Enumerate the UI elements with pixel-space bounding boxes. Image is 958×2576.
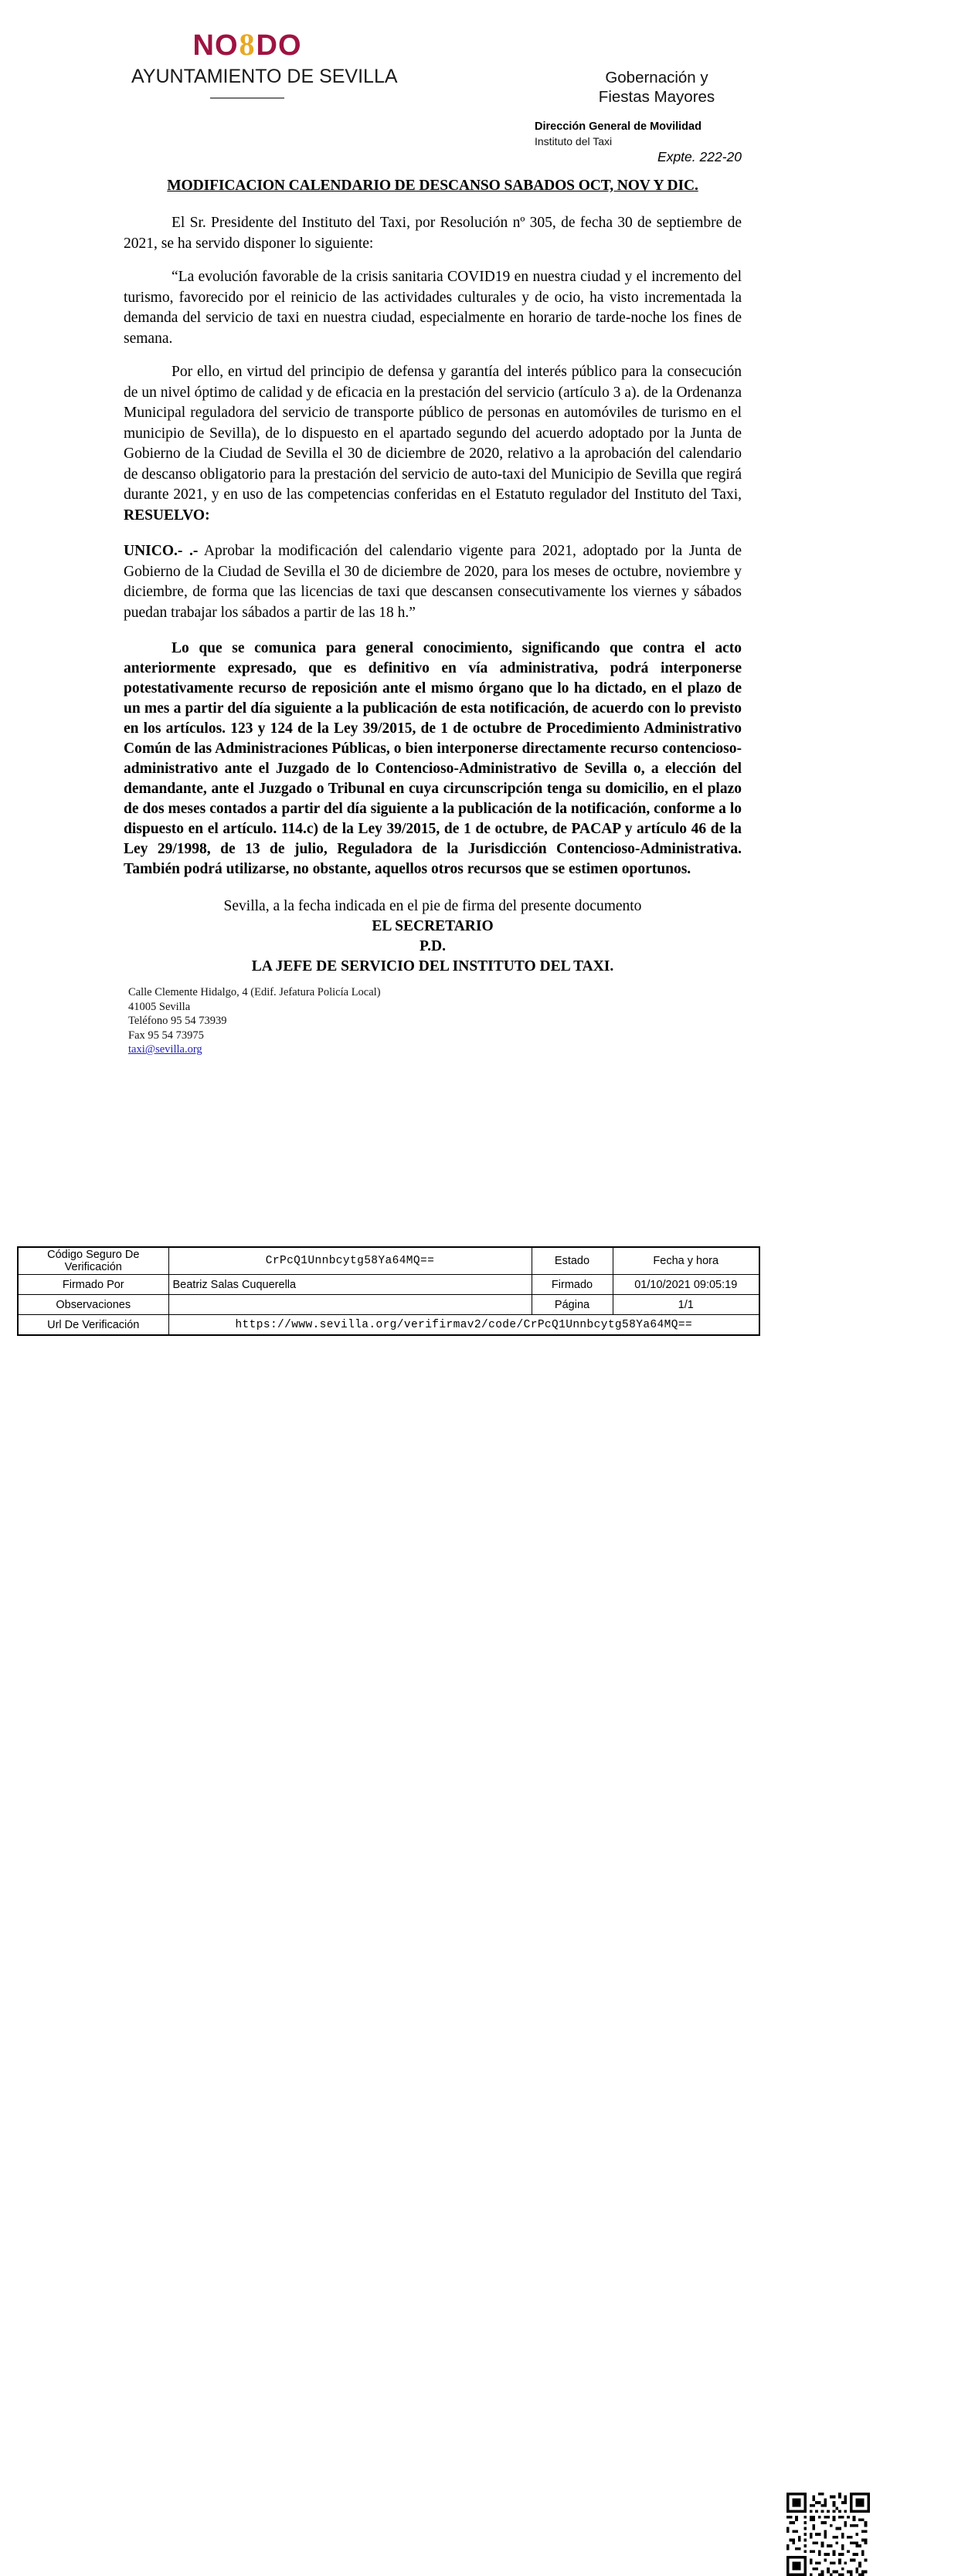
signature-pd: P.D.	[420, 938, 446, 954]
paragraph-motivation	[124, 362, 742, 526]
unico-label: UNICO.- .-	[124, 543, 199, 559]
signature-place-date: Sevilla, a la fecha indicada en el pie de firma del presente documento	[223, 898, 642, 914]
csv-value: CrPcQ1Unnbcytg58Ya64MQ==	[168, 1247, 532, 1275]
table-row	[18, 1295, 759, 1315]
directorate-block	[464, 120, 819, 149]
address-street: Calle Clemente Hidalgo, 4 (Edif. Jefatura Policía Local)	[128, 986, 381, 998]
firmado-por-value: Beatriz Salas Cuquerella	[168, 1275, 532, 1295]
resuelvo-keyword: RESUELVO:	[124, 507, 210, 524]
paragraph-covid: “La evolución favorable de la crisis sanitaria COVID19 en nuestra ciudad y el incremento del turismo, favorecido por el reinicio de las actividades culturales y de ocio, ha visto incrementada la demanda del servicio de taxi en nuestra ciudad, especialmente en horario de tarde-noche los fines de semana.	[124, 269, 742, 347]
signature-block	[124, 897, 742, 977]
csv-label: Código Seguro De Verificación	[18, 1247, 168, 1275]
url-verificacion-value[interactable]: https://www.sevilla.org/verifirmav2/code/CrPcQ1Unnbcytg58Ya64MQ==	[168, 1315, 759, 1336]
observaciones-value	[168, 1295, 532, 1315]
address-city: 41005 Sevilla	[128, 1000, 191, 1013]
signature-role: EL SECRETARIO	[372, 918, 494, 934]
verification-table	[17, 1246, 760, 1336]
address-phone: Teléfono 95 54 73939	[128, 1015, 227, 1027]
department-block	[494, 68, 819, 107]
directorate-name: Dirección General de Movilidad	[535, 120, 702, 133]
estado-label: Estado	[532, 1247, 613, 1275]
firmado-por-label: Firmado Por	[18, 1275, 168, 1295]
table-row	[18, 1247, 759, 1275]
nosdo-wordmark	[131, 29, 363, 60]
unico-text: Aprobar la modificación del calendario vigente para 2021, adoptado por la Junta de Gobierno de la Ciudad de Sevilla el 30 de diciembre de 2020, para los meses de octubre, noviembre y diciembre, de forma que las licencias de taxi que descansen consecutivamente los viernes y sábados puedan trabajar los sábados a partir de las 18 h.”	[124, 543, 742, 621]
email-link[interactable]: taxi@sevilla.org	[128, 1043, 202, 1056]
observaciones-label: Observaciones	[18, 1295, 168, 1315]
address-fax: Fax 95 54 73975	[128, 1029, 204, 1042]
fecha-label: Fecha y hora	[613, 1247, 759, 1275]
qr-code-icon	[786, 2493, 870, 2576]
fecha-value: 01/10/2021 09:05:19	[613, 1275, 759, 1295]
contact-address	[128, 985, 381, 1057]
paragraph-unico	[124, 541, 742, 623]
table-row	[18, 1275, 759, 1295]
table-row	[18, 1315, 759, 1336]
ayuntamiento-logo	[131, 27, 398, 99]
url-verificacion-label: Url De Verificación	[18, 1315, 168, 1336]
document-header	[0, 0, 958, 178]
document-body	[124, 213, 742, 977]
page-title: MODIFICACION CALENDARIO DE DESCANSO SABADOS OCT, NOV Y DIC.	[167, 178, 698, 194]
logo-institution-name: AYUNTAMIENTO DE SEVILLA	[131, 66, 398, 87]
department-line-2: Fiestas Mayores	[598, 88, 715, 106]
department-line-1: Gobernación y	[605, 69, 708, 86]
nosdo-pre: NO	[192, 29, 239, 62]
pagina-label: Página	[532, 1295, 613, 1315]
pagina-value: 1/1	[613, 1295, 759, 1315]
nosdo-post: DO	[256, 29, 302, 62]
verification-footer	[17, 1246, 941, 1339]
estado-value: Firmado	[532, 1275, 613, 1295]
expediente-number: Expte. 222-20	[657, 149, 742, 164]
paragraph-recursos: Lo que se comunica para general conocimiento, significando que contra el acto anteriormente expresado, que es definitivo en vía administrativa, podrá interponerse potestativamente recurso de reposición ante el mismo órgano que lo ha dictado, en el plazo de un mes a partir del día siguiente a la publicación de esta notificación, de acuerdo con lo previsto en los artículos. 123 y 124 de la Ley 39/2015, de 1 de octubre de Procedimiento Administrativo Común de las Administraciones Públicas, o bien interponerse directamente recurso contencioso-administrativo ante el Juzgado de lo Contencioso-Administrativo de Sevilla o, a elección del demandante, ante el Juzgado o Tribunal en cuya circunscripción tenga su domicilio, en el plazo de dos meses contados a partir del día siguiente a la publicación de la notificación, conforme a lo dispuesto en el artículo. 114.c) de la Ley 39/2015, de 1 de octubre, de PACAP y artículo 46 de la Ley 29/1998, de 13 de julio, Reguladora de la Jurisdicción Contencioso-Administrativa. También podrá utilizarse, no obstante, aquellos otros recursos que se estimen oportunos.	[124, 640, 742, 877]
paragraph-motivation-text: Por ello, en virtud del principio de defensa y garantía del interés público para la consecución de un nivel óptimo de calidad y de eficacia en la prestación del servicio (artículo 3 a). de la Ordenanza Municipal reguladora del servicio de transporte público de personas en automóviles de turismo en el municipio de Sevilla), de lo dispuesto en el apartado segundo del acuerdo adoptado por la Junta de Gobierno de la Ciudad de Sevilla el 30 de diciembre de 2020, relativo a la aprobación del calendario de descanso obligatorio para la prestación del servicio de auto-taxi del Municipio de Sevilla que regirá durante 2021, y en uso de las competencias conferidas en el Estatuto regulador del Instituto del Taxi,	[124, 364, 742, 503]
logo-divider	[210, 97, 284, 99]
madeja-icon: 8	[239, 27, 256, 62]
paragraph-intro: El Sr. Presidente del Instituto del Taxi, por Resolución nº 305, de fecha 30 de septiembre de 2021, se ha servido disponer lo siguiente:	[124, 215, 742, 252]
unit-name: Instituto del Taxi	[535, 135, 613, 147]
signature-signer-role: LA JEFE DE SERVICIO DEL INSTITUTO DEL TAXI.	[251, 958, 614, 974]
